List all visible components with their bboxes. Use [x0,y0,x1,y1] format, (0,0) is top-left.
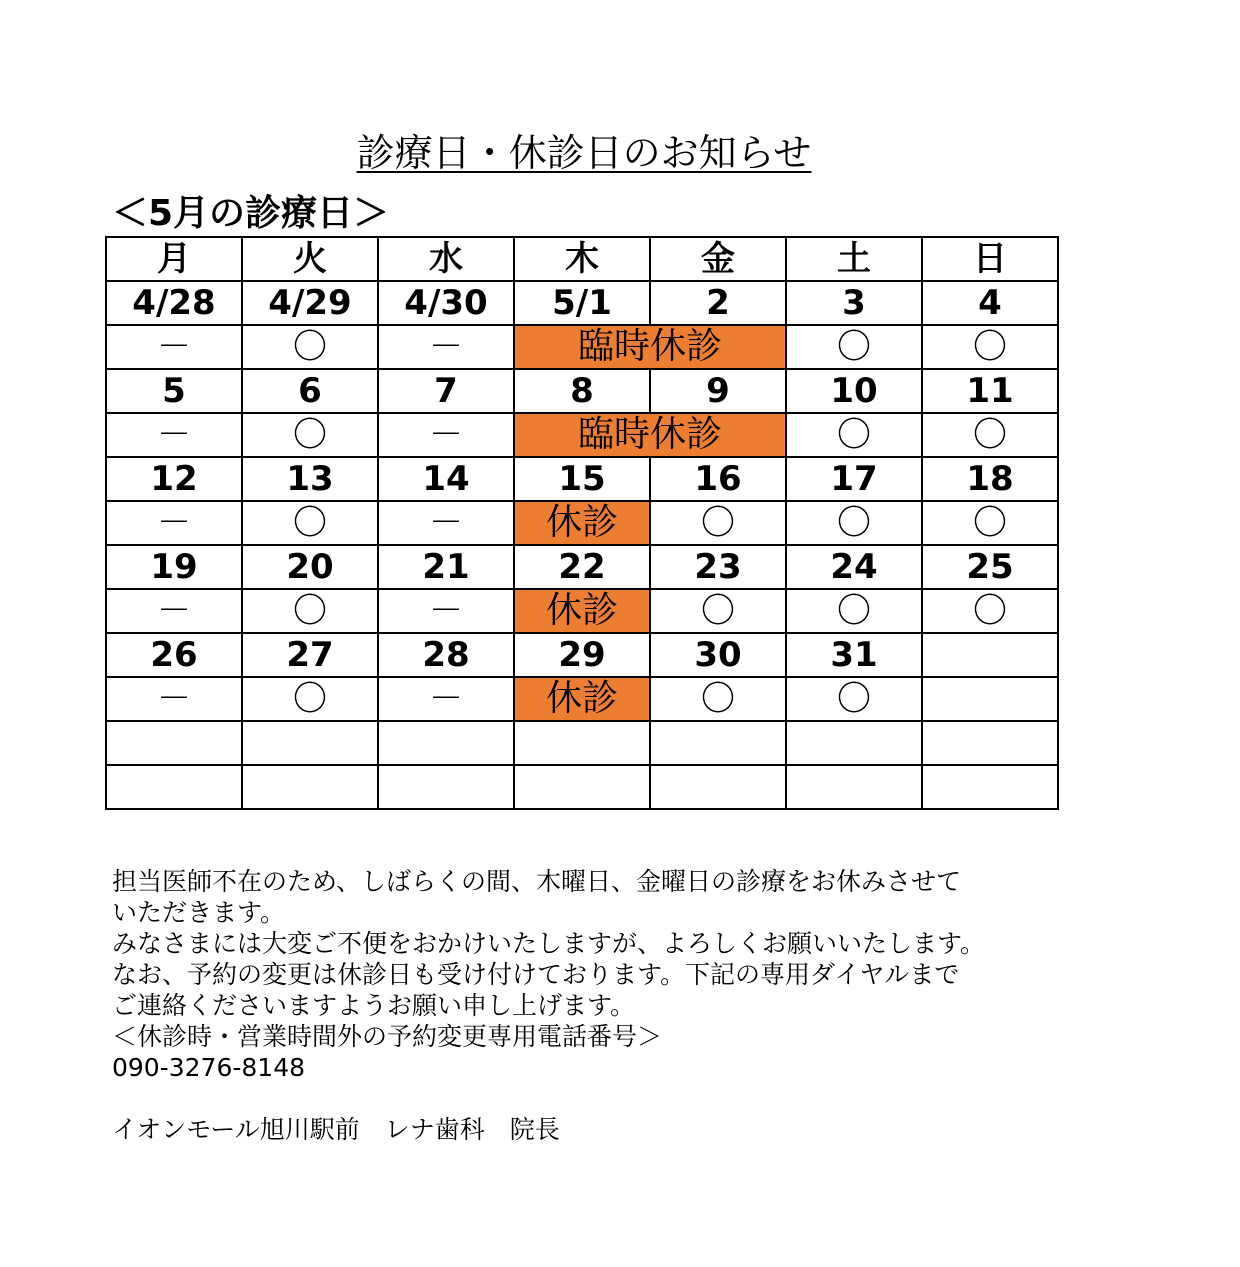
status-cell: 〇 [786,501,922,545]
date-cell: 4/28 [106,281,242,325]
date-cell: 3 [786,281,922,325]
empty-row [106,765,1058,809]
notice-line: いただきます。 [112,898,286,927]
phone-number: 090-3276-8148 [112,1053,306,1082]
date-cell: 4/30 [378,281,514,325]
empty-cell [106,765,242,809]
empty-cell [922,721,1058,765]
status-cell: 〇 [786,677,922,721]
status-cell: 〇 [786,413,922,457]
date-cell: 13 [242,457,378,501]
date-cell: 23 [650,545,786,589]
status-cell: － [378,589,514,633]
date-cell: 22 [514,545,650,589]
date-cell: 11 [922,369,1058,413]
phone-heading: ＜休診時・営業時間外の予約変更専用電話番号＞ [112,1022,663,1051]
status-cell: 〇 [922,413,1058,457]
date-cell: 17 [786,457,922,501]
date-cell: 29 [514,633,650,677]
status-cell: － [378,325,514,369]
date-cell: 27 [242,633,378,677]
date-cell: 5 [106,369,242,413]
empty-row [106,721,1058,765]
empty-cell [786,765,922,809]
weekday-header-row [106,237,1058,281]
date-cell: 16 [650,457,786,501]
date-cell: 19 [106,545,242,589]
date-cell: 21 [378,545,514,589]
notice-line: ご連絡くださいますようお願い申し上げます。 [112,991,636,1020]
empty-cell [378,765,514,809]
status-cell: 〇 [650,589,786,633]
empty-cell [922,677,1058,721]
weekday-mon: 月 [106,237,242,281]
status-cell: － [106,501,242,545]
empty-cell [378,721,514,765]
status-cell: － [378,677,514,721]
date-cell: 14 [378,457,514,501]
status-cell: 〇 [922,501,1058,545]
weekday-sun: 日 [922,237,1058,281]
date-row [106,369,1058,413]
empty-cell [242,721,378,765]
date-cell: 7 [378,369,514,413]
spacer [112,1083,1122,1114]
date-cell: 30 [650,633,786,677]
date-row [106,545,1058,589]
empty-cell [242,765,378,809]
empty-cell [922,633,1058,677]
weekday-wed: 水 [378,237,514,281]
date-cell: 25 [922,545,1058,589]
weekday-sat: 土 [786,237,922,281]
date-cell: 12 [106,457,242,501]
temporary-closed-cell: 臨時休診 [514,413,786,457]
status-cell: 〇 [786,589,922,633]
date-cell: 15 [514,457,650,501]
status-cell: 〇 [242,589,378,633]
empty-cell [106,721,242,765]
page-title [0,130,1168,176]
status-cell: 〇 [650,677,786,721]
status-cell: 〇 [786,325,922,369]
weekday-thu: 木 [514,237,650,281]
date-cell: 5/1 [514,281,650,325]
date-cell: 9 [650,369,786,413]
date-cell: 26 [106,633,242,677]
signature: イオンモール旭川駅前 レナ歯科 院長 [112,1115,560,1144]
notice-line: なお、予約の変更は休診日も受け付けております。下記の専用ダイヤルまで [112,960,960,989]
date-cell: 8 [514,369,650,413]
empty-cell [514,765,650,809]
date-cell: 4/29 [242,281,378,325]
date-row [106,281,1058,325]
status-cell: － [106,589,242,633]
closed-cell: 休診 [514,501,650,545]
status-cell: － [106,677,242,721]
closed-cell: 休診 [514,677,650,721]
notice-text [112,866,1122,1145]
temporary-closed-cell: 臨時休診 [514,325,786,369]
status-cell: 〇 [242,501,378,545]
weekday-tue: 火 [242,237,378,281]
status-cell: 〇 [242,413,378,457]
weekday-fri: 金 [650,237,786,281]
date-cell: 10 [786,369,922,413]
date-cell: 28 [378,633,514,677]
empty-cell [922,765,1058,809]
date-cell: 31 [786,633,922,677]
date-row [106,457,1058,501]
date-cell: 20 [242,545,378,589]
date-cell: 4 [922,281,1058,325]
status-row [106,501,1058,545]
status-cell: － [106,325,242,369]
date-row [106,633,1058,677]
calendar-table [105,236,1059,810]
status-cell: 〇 [922,325,1058,369]
empty-cell [650,765,786,809]
status-row [106,325,1058,369]
status-cell: 〇 [242,325,378,369]
empty-cell [786,721,922,765]
notice-line: みなさまには大変ご不便をおかけいたしますが、よろしくお願いいたします。 [112,929,986,958]
status-cell: － [106,413,242,457]
status-cell: － [378,501,514,545]
date-cell: 2 [650,281,786,325]
closed-cell: 休診 [514,589,650,633]
empty-cell [650,721,786,765]
status-row [106,413,1058,457]
title-text: 診療日・休診日のお知らせ [356,131,812,175]
status-cell: 〇 [650,501,786,545]
status-cell: － [378,413,514,457]
empty-cell [514,721,650,765]
date-cell: 18 [922,457,1058,501]
notice-line: 担当医師不在のため、しばらくの間、木曜日、金曜日の診療をお休みさせて [112,867,962,896]
date-cell: 6 [242,369,378,413]
status-cell: 〇 [242,677,378,721]
status-row [106,589,1058,633]
date-cell: 24 [786,545,922,589]
status-row [106,677,1058,721]
calendar-subtitle: ＜5月の診療日＞ [112,193,390,234]
status-cell: 〇 [922,589,1058,633]
